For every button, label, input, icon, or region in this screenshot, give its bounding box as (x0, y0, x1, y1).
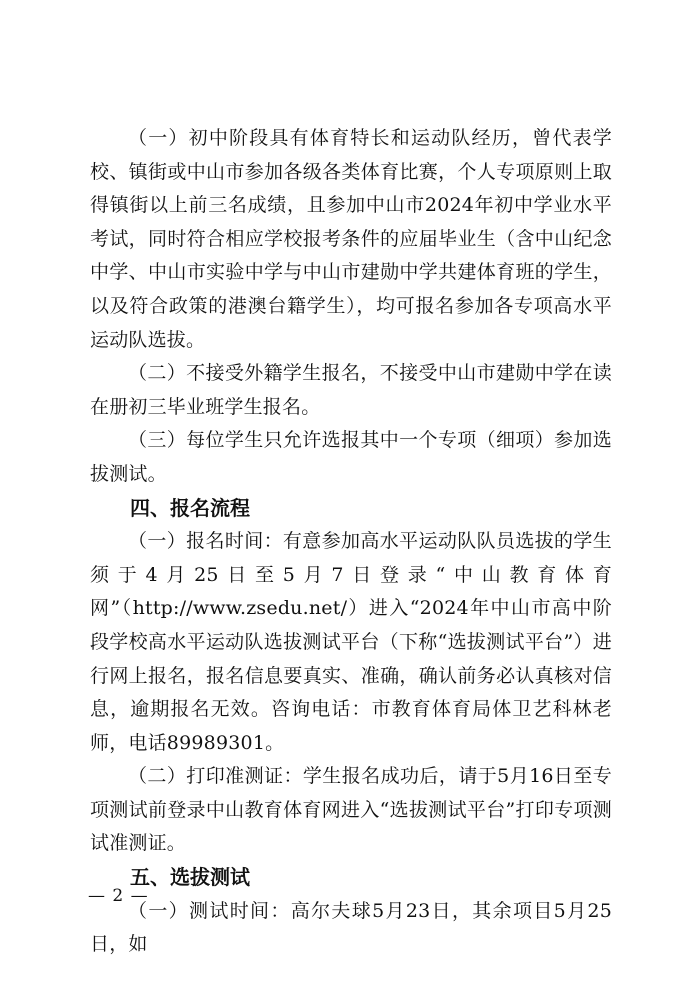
para-1-3: （三）每位学生只允许选报其中一个专项（细项）参加选拔测试。 (90, 429, 612, 485)
document-body (90, 122, 612, 962)
para-1-2: （二）不接受外籍学生报名，不接受中山市建勋中学在读在册初三毕业班学生报名。 (90, 362, 612, 418)
para-4-1: （一）报名时间：有意参加高水平运动队队员选拔的学生须于4月25日至5月7日登录“中山教育体育网”（http://www.zsedu.net/）进入“2024年中山市高中阶段学校高水平运动队选拔测试平台（下称“选拔测试平台”）进行网上报名，报名信息要真实、准确，确认前务必认真核对信息，逾期报名无效。咨询电话：市教育体育局体卫艺科林老师，电话89989301。 (90, 530, 612, 754)
page-number: — 2 — (88, 886, 149, 906)
section-heading-5: 五、选拔测试 (130, 865, 250, 890)
para-4-2: （二）打印准测证：学生报名成功后，请于5月16日至专项测试前登录中山教育体育网进入“选拔测试平台”打印专项测试准测证。 (90, 765, 612, 855)
para-5-1: （一）测试时间：高尔夫球5月23日，其余项目5月25日，如 (90, 899, 612, 956)
section-heading-4: 四、报名流程 (130, 495, 250, 520)
para-1-1: （一）初中阶段具有体育特长和运动队经历，曾代表学校、镇街或中山市参加各级各类体育比赛，个人专项原则上取得镇街以上前三名成绩，且参加中山市2024年初中学业水平考试，同时符合相应学校报考条件的应届毕业生（含中山纪念中学、中山市实验中学与中山市建勋中学共建体育班的学生，以及符合政策的港澳台籍学生），均可报名参加各专项高水平运动队选拔。 (90, 127, 612, 351)
